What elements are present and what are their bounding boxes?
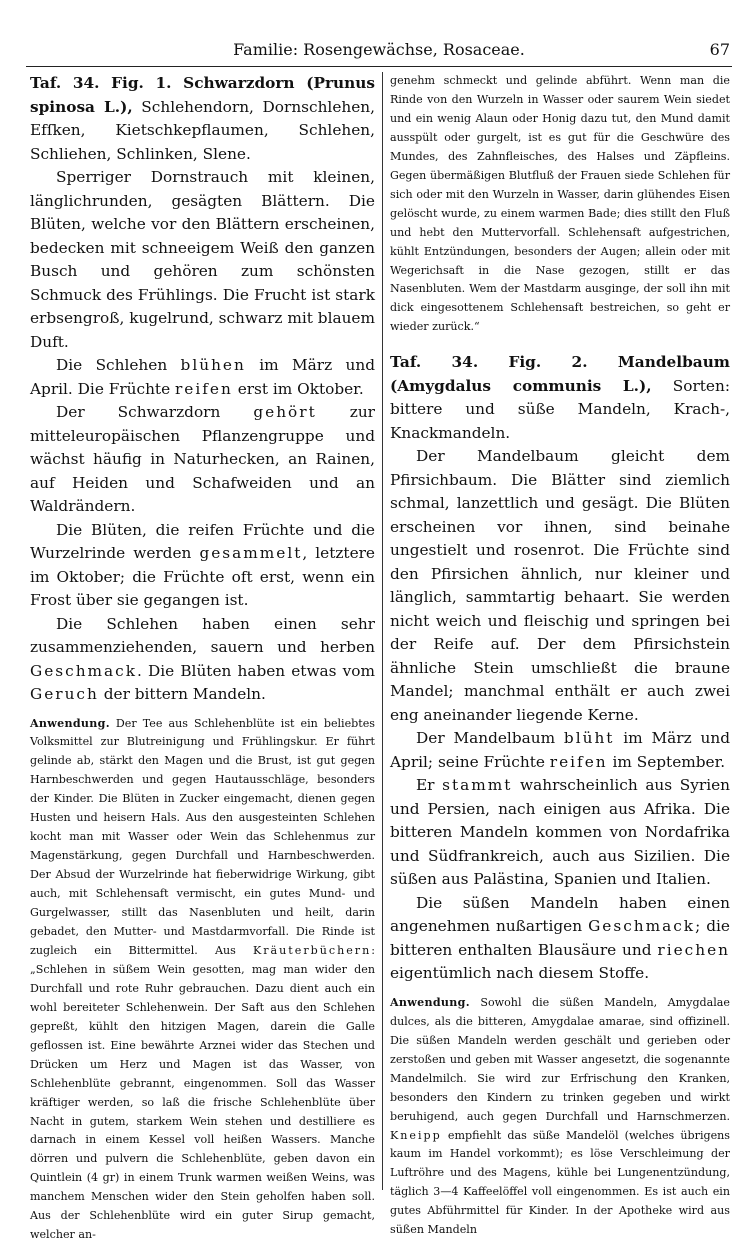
usage-section xyxy=(390,994,730,1240)
paragraph xyxy=(390,774,730,892)
text-run: wahrscheinlich aus Syrien und Persien, nach einigen aus Afrika. Die bitteren Mandeln kommen von Nordafrika und Südfrankreich, auch aus Sizilien. Die süßen aus Palästina, Spanien und Italien. xyxy=(390,776,730,888)
entry-mandelbaum xyxy=(390,351,730,445)
entry-schwarzdorn xyxy=(30,72,375,166)
entry-names: Schlehendorn, Dornschlehen, Efſken, Kietschkepflaumen, Schlehen, Schliehen, Schlinken, Slene. xyxy=(30,98,375,163)
right-column xyxy=(390,72,730,1192)
entry-heading: Taf. 34. Fig. 1. Schwarzdorn (Prunus spinosa L.), xyxy=(30,74,375,116)
paragraph xyxy=(30,519,375,613)
paragraph: Sperriger Dornstrauch mit kleinen, länglichrunden, gesägten Blättern. Die Blüten, welche vor den Blättern erscheinen, bedecken mit schneeigem Weiß den ganzen Busch und gehören zum schönsten Schmuck des Frühlings. Die Frucht ist stark erbsengroß, kugelrund, schwarz mit blauem Duft. xyxy=(30,166,375,354)
text-run: empfiehlt das süße Mandelöl (welches übrigens kaum im Handel vorkommt); es löse Verschleimung der Luftröhre und des Magens, kühle bei Lungenentzündung, täglich 3—4 Kaffeelöffel voll eingenommen. Es ist auch ein gutes Abführmittel für Kinder. In der Apotheke wird aus süßen Mandeln xyxy=(390,1129,730,1237)
text-run: Der Schwarzdorn xyxy=(56,403,253,421)
text-run: der bittern Mandeln. xyxy=(99,685,266,703)
paragraph xyxy=(30,401,375,519)
text-run: Der Tee aus Schlehenblüte ist ein beliebtes Volksmittel zur Blutreinigung und Frühlingskur. Er führt gelinde ab, stärkt den Magen und die Brust, ist gut gegen Harnbeschwerden und gegen Hautausschläge, besonders der Kinder. Die Blüten in Zucker eingemacht, dienen gegen Husten und heisern Hals. Aus den ausgesteinten Schlehen kocht man mit Wasser oder Wein das Schlehenmus zur Magenstärkung, gegen Durchfall und Harnbeschwerden. Der Absud der Wurzelrinde hat fieberwidrige Wirkung, gibt auch, mit Schlehensaft vermischt, ein gutes Mund- und Gurgelwasser, stillt das Nasenbluten und heilt, darin gebadet, den Mutter- und Mastdarmvorfall. Die Rinde ist zugleich ein Bittermittel. Aus xyxy=(30,717,375,957)
text-run: zur mitteleuropäischen Pflanzengruppe und wächst häufig in Naturhecken, an Rainen, auf Heiden und Schafweiden und an Waldrändern. xyxy=(30,403,375,515)
emphasis: riechen xyxy=(657,941,730,959)
text-run: , letztere im Oktober; die Früchte oft erst, wenn ein Frost über sie gegangen ist. xyxy=(30,544,375,609)
emphasis: Kräuterbüchern xyxy=(253,944,371,957)
text-run: im September. xyxy=(608,753,726,771)
spacer xyxy=(30,707,375,715)
emphasis: blühen xyxy=(181,356,246,374)
text-run: Die Blüten, die reifen Früchte und die Wurzelrinde werden xyxy=(30,521,375,563)
usage-lead: Anwendung. xyxy=(30,717,110,730)
text-run: Sowohl die süßen Mandeln, Amygdalae dulces, als die bitteren, Amygdalae amarae, sind offizinell. Die süßen Mandeln werden geschält und gerieben oder zerstoßen und geben mit Wasser angesetzt, die sogenannte Mandelmilch. Sie wird zur Erfrischung den Kranken, besonders den Kindern zu trinken gegeben und wirkt beruhigend, auch gegen Durchfall und Harnschmerzen. xyxy=(390,996,730,1123)
emphasis: reifen xyxy=(175,380,233,398)
page-header xyxy=(26,36,732,67)
emphasis: gesammelt xyxy=(199,544,302,562)
emphasis: gehört xyxy=(253,403,316,421)
spacer xyxy=(390,337,730,351)
usage-continuation: genehm schmeckt und gelinde abführt. Wenn man die Rinde von den Wurzeln in Wasser oder saurem Wein siedet und ein wenig Alaun oder Honig dazu tut, den Mund damit ausspült oder gurgelt, ist es gut für die Geschwüre des Mundes, des Zahnfleisches, des Halses und Zäpfleins. Gegen übermäßigen Blutfluß der Frauen siede Schlehen für sich oder mit den Wurzeln in Wasser, darin glühendes Eisen gelöscht wurde, zu einem warmen Bade; dies stillt den Fluß und hebt den Muttervorfall. Schlehensaft aufgestrichen, kühlt Entzündungen, besonders der Augen; allein oder mit Wegerichsaft in die Nase gezogen, stillt er das Nasenbluten. Wem der Mastdarm ausginge, der soll ihn mit dick eingesottenem Schlehensaft bestreichen, so geht er wieder zurück.“ xyxy=(390,72,730,337)
paragraph xyxy=(390,727,730,774)
text-run: Die Schlehen xyxy=(56,356,181,374)
emphasis: Geruch xyxy=(30,685,99,703)
emphasis: blüht xyxy=(564,729,615,747)
text-run: erst im Oktober. xyxy=(233,380,364,398)
usage-section xyxy=(30,715,375,1245)
text-run: im März und April. Die Früchte xyxy=(30,356,375,398)
paragraph: Der Mandelbaum gleicht dem Pfirsichbaum. Die Blätter sind ziemlich schmal, lanzettlich und gesägt. Die Blüten erscheinen vor ihnen, sind beinahe ungestielt und rosenrot. Die Früchte sind den Pfirsichen ähnlich, nur kleiner und länglich, sammtartig behaart. Sie werden nicht weich und fleischig und springen bei der Reife auf. Der dem Pfirsichstein ähnliche Stein umschließt die braune Mandel; manchmal enthält er auch zwei eng aneinander liegende Kerne. xyxy=(390,445,730,727)
text-run: Der Mandelbaum xyxy=(416,729,564,747)
paragraph xyxy=(30,354,375,401)
text-run: Die Schlehen haben einen sehr zusammenziehenden, sauern und herben xyxy=(30,615,375,657)
text-run: : „Schlehen in süßem Wein gesotten, mag man wider den Durchfall und rote Ruhr gebrauchen. Dazu dient auch ein wohl bereiteter Schlehenwein. Der Saft aus den Schlehen gepreßt, kühlt den hitzigen Magen, darein die Galle geflossen ist. Eine bewährte Arznei wider das Stechen und Drücken um Herz und Magen ist das Wasser, von Schlehenblüte gebrannt, eingenommen. Soll das Wasser kräftiger werden, so laß die frische Schlehenblüte über Nacht in gutem, starkem Wein stehen und destilliere es darnach in einem Kessel voll heißen Wassers. Manche dörren und pulvern die Schlehenblüte, geben davon ein Quintlein (4 gr) in einem Trunk warmen weißen Weins, was manchem Menschen wider den Stein geholfen haben soll. Aus der Schlehenblüte wird ein guter Sirup gemacht, welcher an- xyxy=(30,944,375,1241)
emphasis: stammt xyxy=(442,776,512,794)
column-divider xyxy=(382,72,383,1190)
emphasis: Kneipp xyxy=(390,1129,442,1142)
left-column xyxy=(30,72,375,1192)
running-title: Familie: Rosengewächse, Rosaceae. xyxy=(26,40,732,59)
text-run: Die süßen Mandeln haben einen angenehmen nußartigen xyxy=(390,894,730,936)
text-run: Er xyxy=(416,776,442,794)
text-run: eigentümlich nach diesem Stoffe. xyxy=(390,964,649,982)
paragraph xyxy=(30,613,375,707)
text-run: ; die bitteren enthalten Blausäure und xyxy=(390,917,730,959)
text-run: im März und April; seine Früchte xyxy=(390,729,730,771)
emphasis: Geschmack xyxy=(588,917,695,935)
spacer xyxy=(390,986,730,994)
usage-lead: Anwendung. xyxy=(390,996,470,1009)
entry-heading: Taf. 34. Fig. 2. Mandelbaum (Amygdalus communis L.), xyxy=(390,353,730,395)
entry-names: Sorten: bittere und süße Mandeln, Krach-, Knackmandeln. xyxy=(390,377,730,442)
page-number: 67 xyxy=(710,40,730,59)
emphasis: Geschmack xyxy=(30,662,137,680)
text-run: . Die Blüten haben etwas vom xyxy=(137,662,375,680)
emphasis: reifen xyxy=(550,753,608,771)
paragraph xyxy=(390,892,730,986)
